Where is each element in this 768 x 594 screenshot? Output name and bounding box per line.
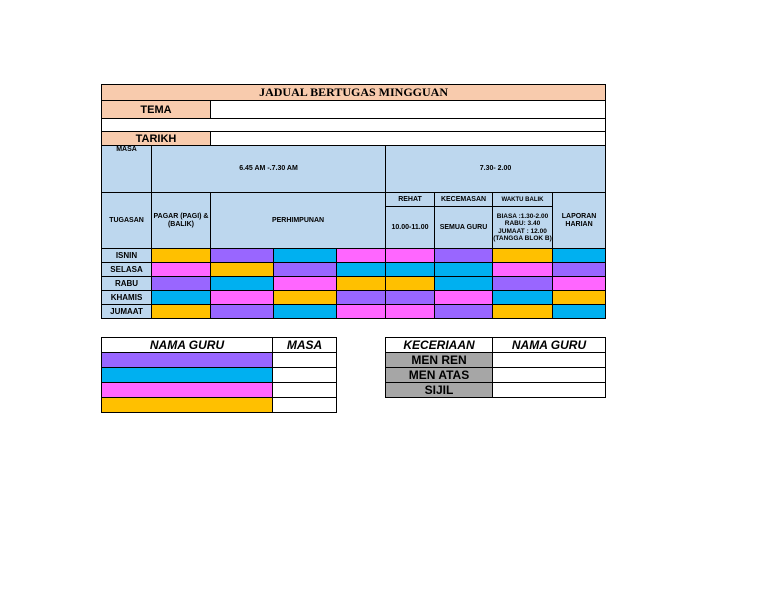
duty-cell[interactable] [553,305,606,319]
col-waktu-balik: WAKTU BALIK [493,193,553,207]
guru-rows [102,353,337,413]
duty-cell[interactable] [386,291,435,305]
duty-cell[interactable] [435,291,493,305]
guru-color-cell[interactable] [102,383,273,398]
keceriaan-guru-cell[interactable] [493,368,606,383]
duty-cell[interactable] [274,291,337,305]
duty-cell[interactable] [274,249,337,263]
duty-schedule-table [101,84,606,319]
duty-cell[interactable] [337,291,386,305]
schedule-title: JADUAL BERTUGAS MINGGUAN [102,85,606,101]
spacer-row [102,119,606,132]
col-perhimpunan: PERHIMPUNAN [211,193,386,249]
duty-cell[interactable] [274,263,337,277]
kecemasan-value: SEMUA GURU [435,207,493,249]
waktu-balik-value: BIASA :1.30-2.00 RABU: 3.40 JUMAAT : 12.00 (TANGGA BLOK B) [493,207,553,249]
duty-cell[interactable] [152,277,211,291]
duty-cell[interactable] [493,277,553,291]
duty-cell[interactable] [386,263,435,277]
tugasan-label: TUGASAN [102,193,152,249]
time-morning: 6.45 AM -.7.30 AM [152,146,386,193]
duty-cell[interactable] [211,291,274,305]
keceriaan-row [386,383,606,398]
duty-cell[interactable] [493,305,553,319]
duty-cell[interactable] [435,277,493,291]
duty-cell[interactable] [386,277,435,291]
day-label: RABU [102,277,152,291]
col-pagar: PAGAR (PAGI) & (BALIK) [152,193,211,249]
guru-color-cell[interactable] [102,353,273,368]
col-kecemasan: KECEMASAN [435,193,493,207]
tema-label: TEMA [102,101,211,119]
keceriaan-item: SIJIL [386,383,493,398]
guru-row [102,368,337,383]
duty-cell[interactable] [337,277,386,291]
duty-cell[interactable] [553,277,606,291]
duty-cell[interactable] [152,249,211,263]
keceriaan-item: MEN REN [386,353,493,368]
duty-cell[interactable] [337,305,386,319]
duty-cell[interactable] [152,305,211,319]
time-day: 7.30- 2.00 [386,146,606,193]
guru-masa-cell[interactable] [273,353,337,368]
guru-masa-cell[interactable] [273,383,337,398]
duty-cell[interactable] [493,291,553,305]
col-rehat: REHAT [386,193,435,207]
rehat-time: 10.00-11.00 [386,207,435,249]
duty-cell[interactable] [211,249,274,263]
guru-row [102,398,337,413]
duty-cell[interactable] [274,305,337,319]
keceriaan-item: MEN ATAS [386,368,493,383]
guru-header-name: NAMA GURU [102,338,273,353]
guru-color-cell[interactable] [102,368,273,383]
keceriaan-guru-cell[interactable] [493,353,606,368]
duty-cell[interactable] [337,249,386,263]
day-label: SELASA [102,263,152,277]
guru-row [102,353,337,368]
duty-cell[interactable] [211,277,274,291]
duty-cell[interactable] [553,263,606,277]
duty-cell[interactable] [435,305,493,319]
keceriaan-row [386,353,606,368]
keceriaan-row [386,368,606,383]
duty-cell[interactable] [152,263,211,277]
keceriaan-table [385,337,606,398]
tarikh-label: TARIKH [102,132,211,146]
guru-row [102,383,337,398]
day-row [102,249,606,263]
duty-cell[interactable] [435,249,493,263]
tema-field[interactable] [211,101,606,119]
duty-cell[interactable] [553,249,606,263]
guru-masa-cell[interactable] [273,398,337,413]
guru-masa-cell[interactable] [273,368,337,383]
day-label: ISNIN [102,249,152,263]
duty-cell[interactable] [493,263,553,277]
masa-label: MASA [102,146,152,193]
day-rows [102,249,606,319]
duty-cell[interactable] [274,277,337,291]
col-laporan: LAPORAN HARIAN [553,193,606,249]
keceriaan-header: KECERIAAN [386,338,493,353]
day-row [102,291,606,305]
day-row [102,263,606,277]
guru-header-masa: MASA [273,338,337,353]
keceriaan-rows [386,353,606,398]
duty-cell[interactable] [553,291,606,305]
duty-cell[interactable] [386,305,435,319]
duty-cell[interactable] [211,263,274,277]
duty-cell[interactable] [152,291,211,305]
guru-color-cell[interactable] [102,398,273,413]
duty-cell[interactable] [337,263,386,277]
day-label: KHAMIS [102,291,152,305]
duty-cell[interactable] [435,263,493,277]
guru-table [101,337,337,413]
keceriaan-header-name: NAMA GURU [493,338,606,353]
duty-cell[interactable] [211,305,274,319]
duty-cell[interactable] [493,249,553,263]
keceriaan-guru-cell[interactable] [493,383,606,398]
tarikh-field[interactable] [211,132,606,146]
day-row [102,305,606,319]
day-label: JUMAAT [102,305,152,319]
duty-cell[interactable] [386,249,435,263]
day-row [102,277,606,291]
